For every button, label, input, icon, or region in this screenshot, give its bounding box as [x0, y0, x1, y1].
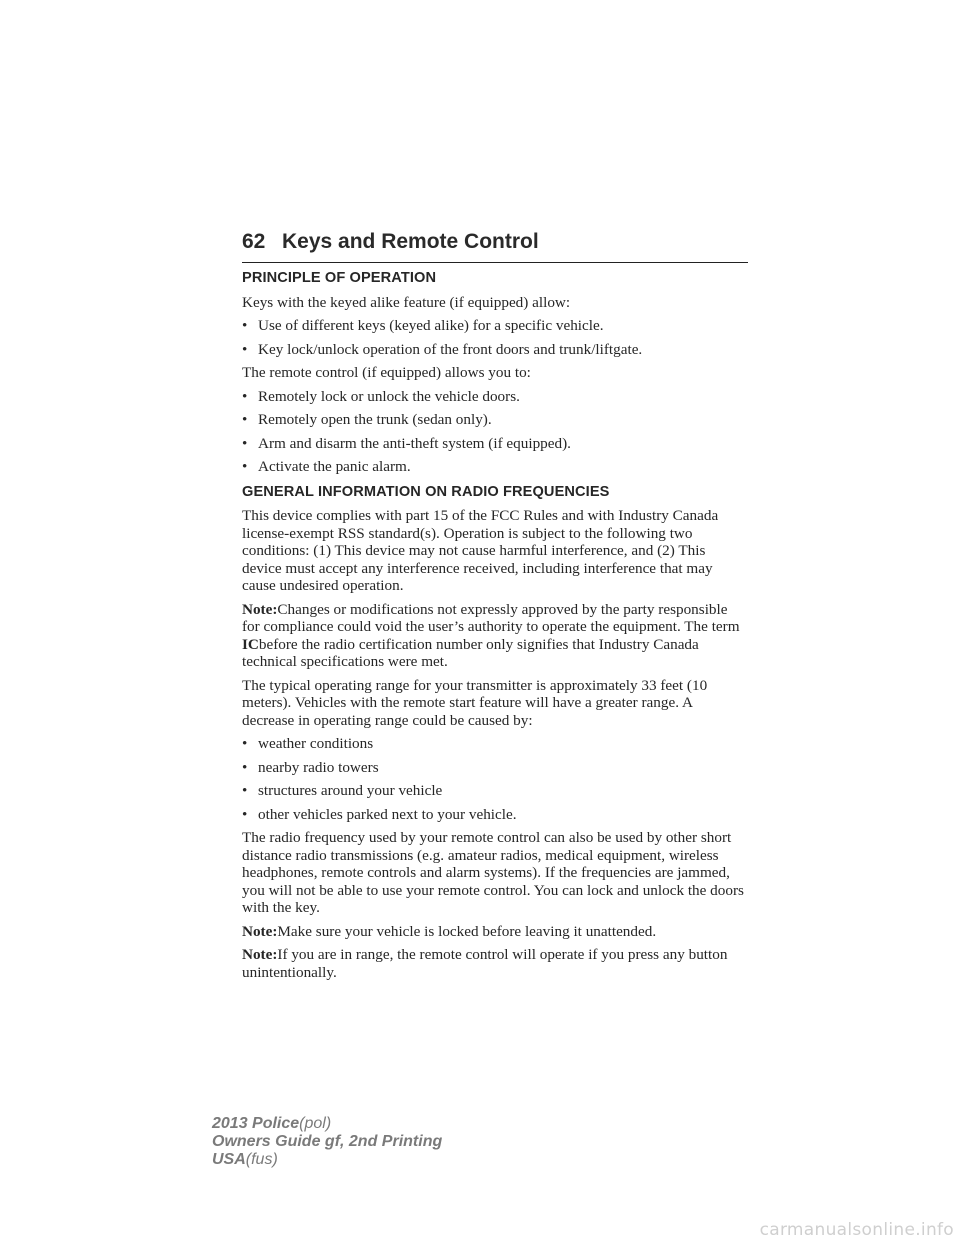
- list-item: [242, 341, 748, 359]
- list-item-text: Remotely open the trunk (sedan only).: [258, 411, 492, 428]
- list-item: [242, 782, 748, 800]
- list-item-text: other vehicles parked next to your vehicle.: [258, 805, 517, 823]
- footer-model: 2013 Police: [212, 1115, 300, 1132]
- list-item: [242, 435, 748, 453]
- bullet-icon: •: [242, 735, 248, 752]
- bullet-icon: •: [242, 782, 248, 799]
- bullet-icon: •: [242, 758, 248, 776]
- page-number: 62: [242, 230, 266, 253]
- page-header: [242, 230, 748, 263]
- paragraph-remote-intro: The remote control (if equipped) allows you to:: [242, 364, 531, 381]
- list-item: [242, 806, 748, 824]
- term-ic: IC: [242, 635, 259, 653]
- list-item-text: Remotely lock or unlock the vehicle doors.: [258, 387, 520, 405]
- page-footer: [212, 1115, 442, 1169]
- section-title: Keys and Remote Control: [282, 230, 539, 253]
- footer-line-model: [212, 1115, 442, 1133]
- note-modifications: [242, 601, 748, 671]
- list-item: [242, 759, 748, 777]
- heading-principle: PRINCIPLE OF OPERATION: [242, 270, 437, 286]
- bullet-icon: •: [242, 458, 248, 475]
- note-label: Note:: [242, 600, 278, 618]
- list-item: [242, 388, 748, 406]
- footer-line-guide: Owners Guide gf, 2nd Printing: [212, 1133, 443, 1150]
- bullet-icon: •: [242, 434, 248, 452]
- footer-market: USA: [212, 1151, 246, 1168]
- note-text: Make sure your vehicle is locked before leaving it unattended.: [277, 922, 657, 940]
- note-unintentional-press: [242, 946, 748, 981]
- list-item-text: structures around your vehicle: [258, 782, 443, 799]
- list-item: [242, 458, 748, 476]
- footer-model-code: (pol): [299, 1115, 332, 1132]
- list-item-text: Use of different keys (keyed alike) for a specific vehicle.: [258, 317, 604, 334]
- list-item-text: nearby radio towers: [258, 758, 379, 776]
- note-lock-vehicle: [242, 923, 748, 941]
- watermark: carmanualsonline.info: [759, 1220, 954, 1240]
- note-text: If you are in range, the remote control will operate if you press any button unintentionally.: [242, 946, 728, 981]
- list-item-text: Arm and disarm the anti-theft system (if equipped).: [258, 434, 571, 452]
- list-item: [242, 317, 748, 335]
- list-item-text: Key lock/unlock operation of the front doors and trunk/liftgate.: [258, 340, 643, 358]
- bullet-icon: •: [242, 805, 248, 823]
- note-text: Changes or modifications not expressly approved by the party responsible for compliance could void the user’s authority to operate the equipment. The term: [242, 600, 740, 635]
- footer-line-market: [212, 1151, 442, 1169]
- paragraph-fcc-compliance: This device complies with part 15 of the FCC Rules and with Industry Canada license-exempt RSS standard(s). Operation is subject to the following two conditions: (1) This device may not cause harmful interference, and (2) This device must accept any interference received, including interference that may cause undesired operation.: [242, 507, 719, 594]
- page-content: [242, 270, 748, 987]
- list-item-text: weather conditions: [258, 735, 374, 752]
- paragraph-interference: The radio frequency used by your remote control can also be used by other short distance radio transmissions (e.g. amateur radios, medical equipment, wireless headphones, remote controls and alarm systems). If the frequencies are jammed, you will not be able to use your remote control. You can lock and unlock the doors with the key.: [242, 829, 744, 916]
- bullet-icon: •: [242, 411, 248, 428]
- heading-radio-frequencies: GENERAL INFORMATION ON RADIO FREQUENCIES: [242, 483, 610, 500]
- bullet-icon: •: [242, 340, 248, 358]
- note-label: Note:: [242, 946, 278, 963]
- note-label: Note:: [242, 922, 278, 940]
- note-text: before the radio certification number only signifies that Industry Canada technical specifications were met.: [242, 635, 699, 670]
- paragraph-keyed-alike-intro: Keys with the keyed alike feature (if equipped) allow:: [242, 293, 571, 311]
- footer-market-code: (fus): [245, 1151, 278, 1168]
- paragraph-operating-range: The typical operating range for your transmitter is approximately 33 feet (10 meters). Vehicles with the remote start feature will have a greater range. A decrease in operating range could be caused by:: [242, 676, 708, 729]
- bullet-icon: •: [242, 317, 248, 334]
- list-item-text: Activate the panic alarm.: [258, 458, 411, 475]
- list-item: [242, 735, 748, 753]
- list-item: [242, 411, 748, 429]
- bullet-icon: •: [242, 387, 248, 405]
